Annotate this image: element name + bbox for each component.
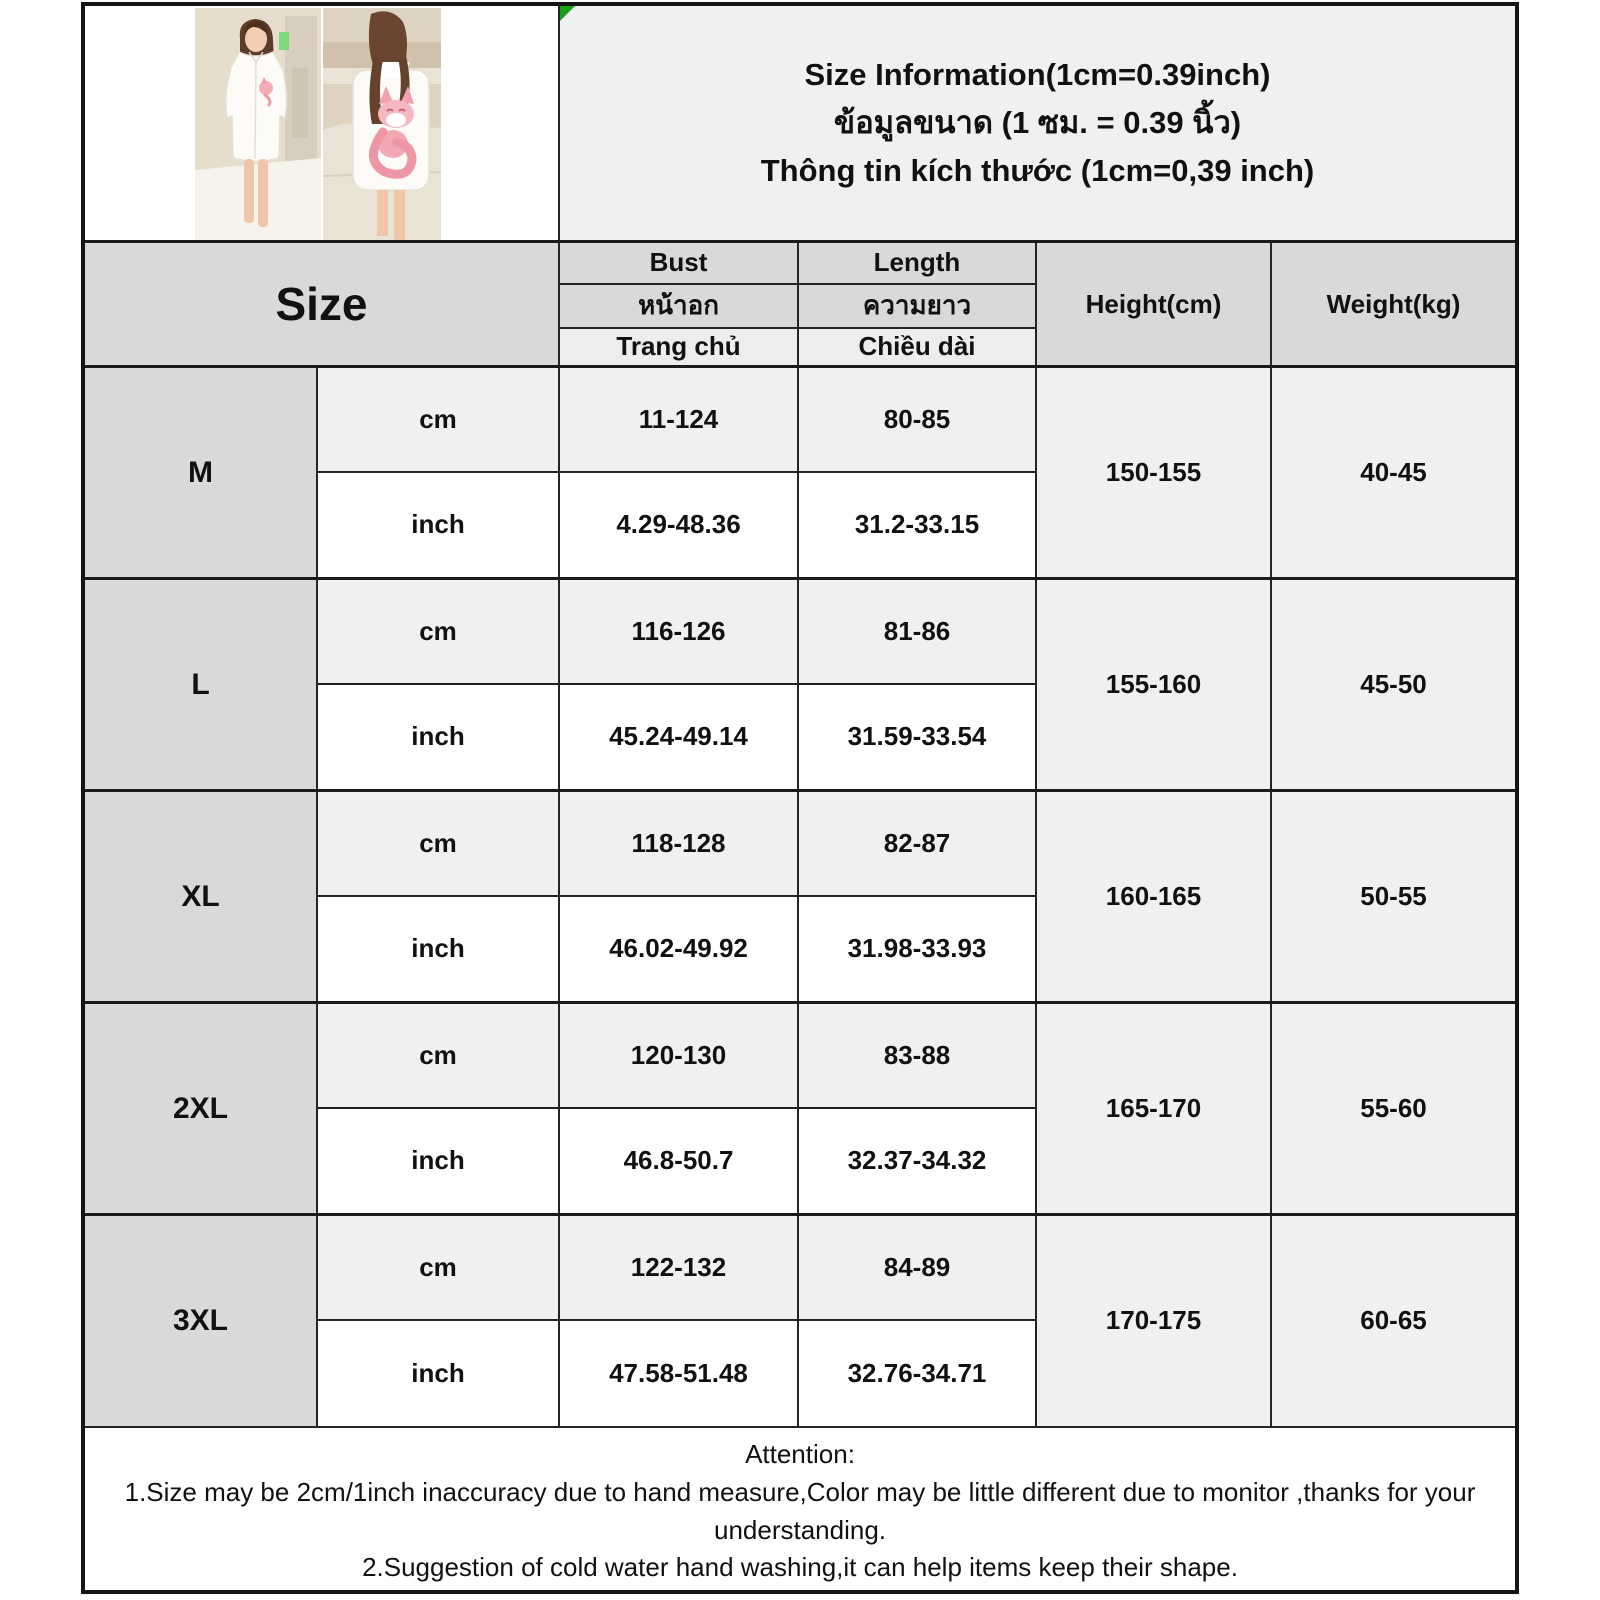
product-photos-cell bbox=[83, 4, 559, 242]
height-value: 150-155 bbox=[1036, 367, 1271, 579]
length-cm-value: 80-85 bbox=[798, 367, 1036, 472]
bust-inch-value: 47.58-51.48 bbox=[559, 1320, 798, 1427]
size-label-3xl: 3XL bbox=[83, 1215, 317, 1427]
unit-inch-label: inch bbox=[317, 1108, 559, 1215]
weight-value: 50-55 bbox=[1271, 791, 1517, 1003]
length-cm-value: 82-87 bbox=[798, 791, 1036, 896]
bust-inch-value: 46.8-50.7 bbox=[559, 1108, 798, 1215]
size-row-m-cm bbox=[83, 367, 1517, 472]
size-column-header: Size bbox=[83, 242, 559, 367]
attention-title: Attention: bbox=[745, 1439, 855, 1470]
size-label-2xl: 2XL bbox=[83, 1003, 317, 1215]
height-value: 170-175 bbox=[1036, 1215, 1271, 1427]
bust-cm-value: 120-130 bbox=[559, 1003, 798, 1108]
bust-cm-value: 116-126 bbox=[559, 579, 798, 684]
unit-cm-label: cm bbox=[317, 579, 559, 684]
length-inch-value: 32.76-34.71 bbox=[798, 1320, 1036, 1427]
length-inch-value: 31.59-33.54 bbox=[798, 684, 1036, 791]
bust-header-th: หน้าอก bbox=[559, 284, 798, 328]
unit-cm-label: cm bbox=[317, 1215, 559, 1320]
product-photo-back bbox=[323, 8, 441, 240]
length-cm-value: 81-86 bbox=[798, 579, 1036, 684]
weight-column-header: Weight(kg) bbox=[1271, 242, 1517, 367]
top-row bbox=[83, 4, 1517, 242]
product-photo-front bbox=[195, 8, 321, 240]
unit-inch-label: inch bbox=[317, 472, 559, 579]
unit-cm-label: cm bbox=[317, 1003, 559, 1108]
bust-cm-value: 11-124 bbox=[559, 367, 798, 472]
size-label-m: M bbox=[83, 367, 317, 579]
title-line-th: ข้อมูลขนาด (1 ซม. = 0.39 นิ้ว) bbox=[833, 104, 1242, 140]
product-photo-collage bbox=[195, 8, 441, 240]
header-row-en bbox=[83, 242, 1517, 284]
green-corner-flag-icon bbox=[560, 6, 575, 21]
weight-value: 60-65 bbox=[1271, 1215, 1517, 1427]
bust-header-vi: Trang chủ bbox=[559, 328, 798, 367]
length-inch-value: 31.2-33.15 bbox=[798, 472, 1036, 579]
size-row-3xl-cm bbox=[83, 1215, 1517, 1320]
bust-header-en: Bust bbox=[559, 242, 798, 284]
weight-value: 45-50 bbox=[1271, 579, 1517, 791]
size-row-xl-cm bbox=[83, 791, 1517, 896]
unit-cm-label: cm bbox=[317, 367, 559, 472]
height-value: 165-170 bbox=[1036, 1003, 1271, 1215]
size-row-l-cm bbox=[83, 579, 1517, 684]
length-inch-value: 31.98-33.93 bbox=[798, 896, 1036, 1003]
title-line-vi: Thông tin kích thước (1cm=0,39 inch) bbox=[760, 153, 1315, 189]
length-header-en: Length bbox=[798, 242, 1036, 284]
unit-inch-label: inch bbox=[317, 1320, 559, 1427]
title-line-en: Size Information(1cm=0.39inch) bbox=[804, 56, 1271, 92]
attention-line-1: 1.Size may be 2cm/1inch inaccuracy due to hand measure,Color may be little different due to monitor ,thanks for your understanding. bbox=[124, 1476, 1476, 1545]
weight-value: 40-45 bbox=[1271, 367, 1517, 579]
bust-inch-value: 45.24-49.14 bbox=[559, 684, 798, 791]
bust-cm-value: 122-132 bbox=[559, 1215, 798, 1320]
height-column-header: Height(cm) bbox=[1036, 242, 1271, 367]
length-cm-value: 84-89 bbox=[798, 1215, 1036, 1320]
height-value: 160-165 bbox=[1036, 791, 1271, 1003]
attention-note-cell bbox=[83, 1427, 1517, 1592]
unit-inch-label: inch bbox=[317, 684, 559, 791]
bust-cm-value: 118-128 bbox=[559, 791, 798, 896]
length-header-vi: Chiều dài bbox=[798, 328, 1036, 367]
bust-inch-value: 4.29-48.36 bbox=[559, 472, 798, 579]
attention-row bbox=[83, 1427, 1517, 1592]
size-label-l: L bbox=[83, 579, 317, 791]
size-row-2xl-cm bbox=[83, 1003, 1517, 1108]
size-label-xl: XL bbox=[83, 791, 317, 1003]
length-header-th: ความยาว bbox=[798, 284, 1036, 328]
unit-inch-label: inch bbox=[317, 896, 559, 1003]
size-chart-table bbox=[81, 2, 1519, 1594]
length-cm-value: 83-88 bbox=[798, 1003, 1036, 1108]
size-info-title-cell bbox=[559, 4, 1517, 242]
attention-line-2: 2.Suggestion of cold water hand washing,it can help items keep their shape. bbox=[362, 1552, 1238, 1583]
length-inch-value: 32.37-34.32 bbox=[798, 1108, 1036, 1215]
weight-value: 55-60 bbox=[1271, 1003, 1517, 1215]
height-value: 155-160 bbox=[1036, 579, 1271, 791]
unit-cm-label: cm bbox=[317, 791, 559, 896]
bust-inch-value: 46.02-49.92 bbox=[559, 896, 798, 1003]
